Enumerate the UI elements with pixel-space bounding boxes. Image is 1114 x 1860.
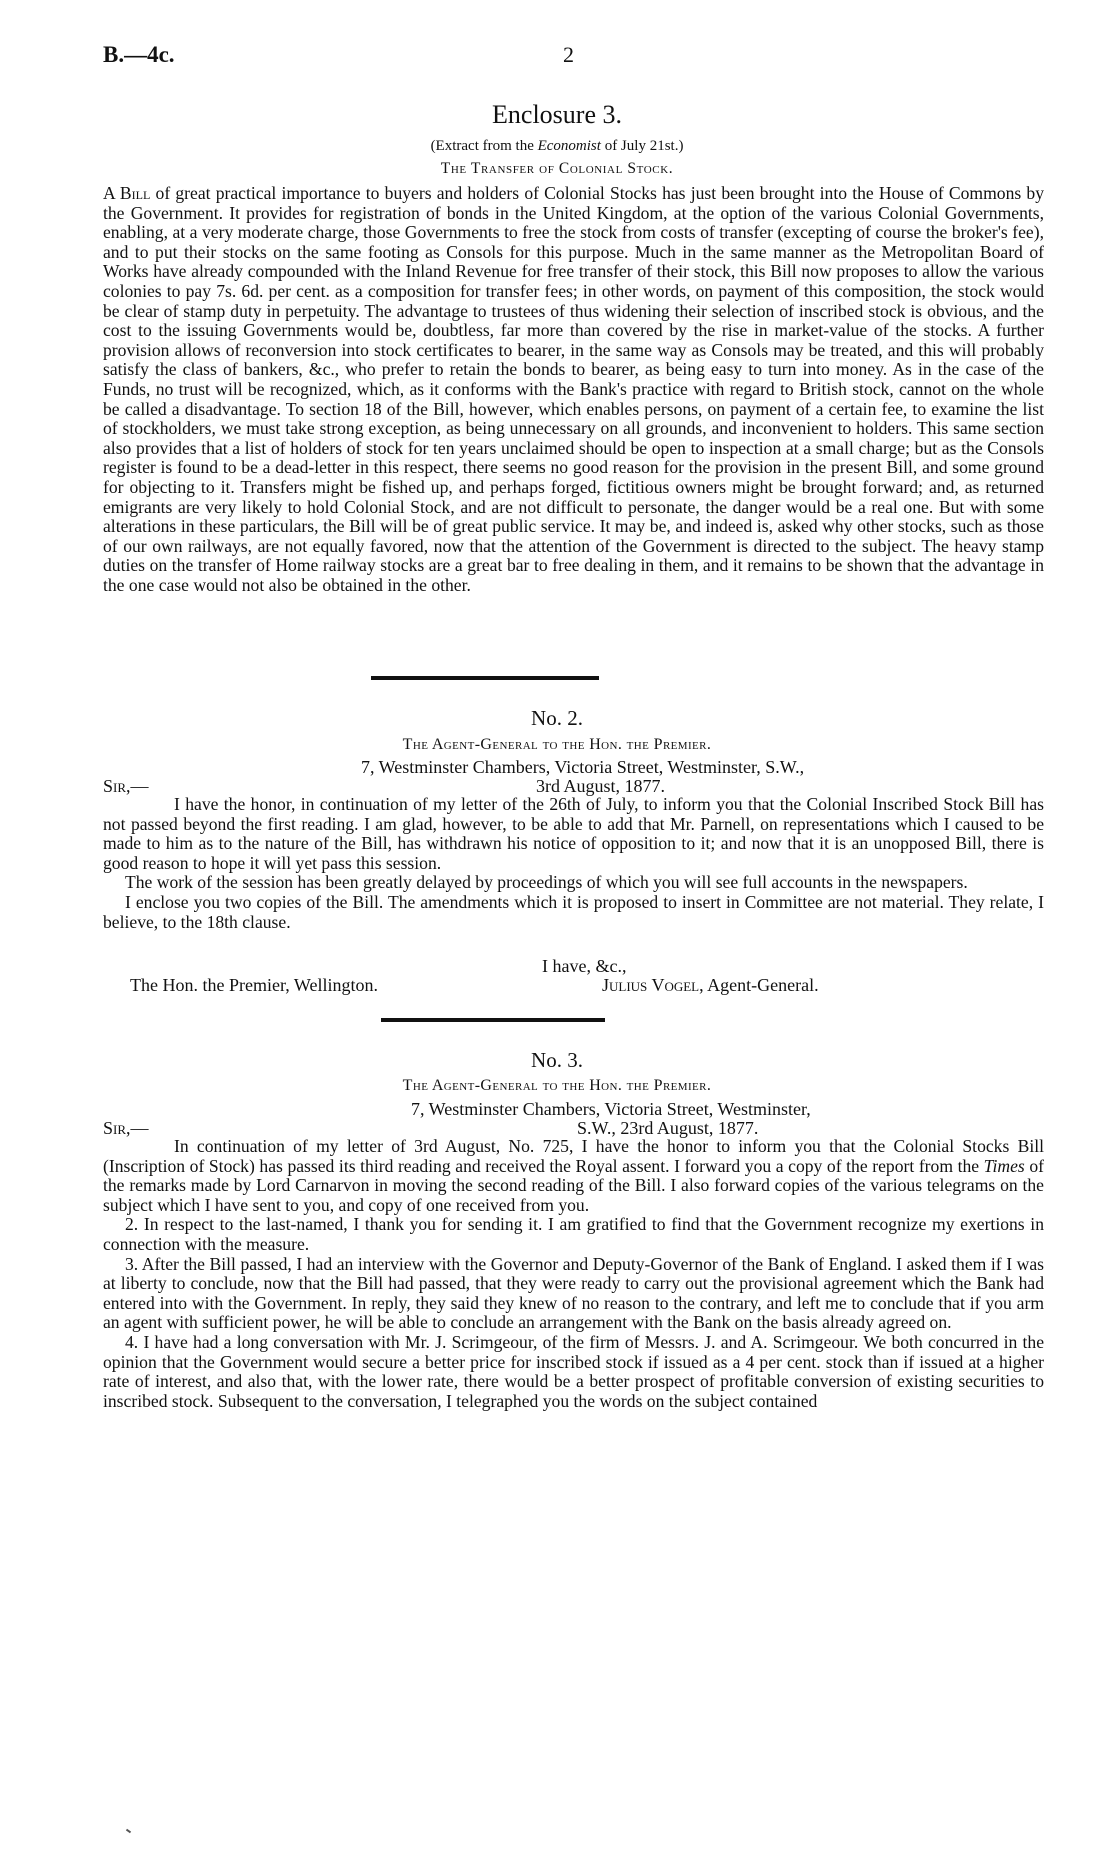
enclosure-paragraph [103, 184, 1044, 595]
letter2-salutation: Sir,— [103, 776, 149, 796]
letter2-signature [602, 975, 819, 996]
signature-name: Julius Vogel, [602, 975, 704, 995]
letter3-paragraph: 2. In respect to the last-named, I thank you for sending it. I am gratified to find that the Government recognize my exertions in connection with the measure. [103, 1214, 1044, 1254]
letter2-address: 7, Westminster Chambers, Victoria Street, Westminster, S.W., [361, 757, 805, 777]
letter2-heading: The Agent-General to the Hon. the Premier. [402, 736, 712, 753]
letter2-paragraph: I have the honor, in continuation of my letter of the 26th of July, to inform you that the Colonial Inscribed Stock Bill has not passed beyond the first reading. I am glad, however, to be able to add that Mr. Parnell, on representations which I caused to be made to him as to the nature of the Bill, has withdrawn his notice of opposition to it; and now that it is an unopposed Bill, there is good reason to hope it will yet pass this session. [103, 794, 1044, 873]
para1-pre: In continuation of my letter of 3rd August, No. 725, I have the honor to inform you that the Colonial Stocks Bill (Inscription of Stock) has passed its third reading and received the Royal assent. I forward you a copy of the report from the [103, 1136, 1044, 1176]
document-reference: B.—4c. [103, 42, 175, 67]
letter3-number: No. 3. [531, 1048, 583, 1072]
letter2-closing: I have, &c., [542, 956, 627, 976]
letter3-paragraph: 4. I have had a long conversation with Mr. J. Scrimgeour, of the firm of Messrs. J. and A. Scrimgeour. We both concurred in the opinion that the Government would secure a better price for inscribed stock if issued as a 4 per cent. stock than if issued at a higher rate of interest, and also that, with the lower rate, there would be a better prospect of profitable conversion of existing securities to inscribed stock. Subsequent to the conversation, I telegraphed you the words on the subject contained [103, 1331, 1044, 1411]
enclosure-source-note [0, 138, 1114, 155]
para1-post: of the remarks made by Lord Carnarvon in moving the second reading of the Bill. I also forward copies of the various telegrams on the subject which I have sent to you, and copy of one received from you. [103, 1155, 1044, 1215]
letter3-address: 7, Westminster Chambers, Victoria Street, Westminster, [411, 1099, 811, 1119]
section-divider [371, 676, 599, 680]
section-divider [381, 1018, 605, 1022]
letter3-date: S.W., 23rd August, 1877. [577, 1118, 759, 1138]
letter3-heading: The Agent-General to the Hon. the Premier. [402, 1077, 712, 1094]
enclosure-body: of great practical importance to buyers and holders of Colonial Stocks has just been brought into the House of Commons by the Government. It provides for registration of bonds in the United Kingdom, at the option of the various Colonial Governments, enabling, at a very moderate charge, those Governments to free the stock from costs of transfer (excepting of course the broker's fee), and to put their stocks on the same footing as Consols for this purpose. Much in the same manner as the Metropolitan Board of Works have already compounded with the Inland Revenue for free transfer of their stock, this Bill now proposes to allow the various colonies to pay 7s. 6d. per cent. as a composition for transfer fees; in other words, on payment of this composition, the stock would be clear of stamp duty in perpetuity. The advantage to trustees of thus widening their selection of inscribed stock is obvious, and the cost to the issuing Governments would be, doubtless, far more than covered by the rise in market-value of the stocks. A further provision allows of reconversion into stock certificates to bearer, in the same way as Consols may be treated, and this will probably satisfy the class of bankers, &c., who prefer to retain the bonds to bearer, as being easy to turn into money. As in the case of the Funds, no trust will be recognized, which, as it conforms with the Bank's practice with regard to British stock, cannot on the whole be called a disadvantage. To section 18 of the Bill, however, which enables persons, on payment of a certain fee, to examine the list of stockholders, we must take strong exception, as being unnecessary on all grounds, and inconvenient to holders. This same section also provides that a list of holders of stock for ten years unclaimed should be open to inspection at a small charge; but as the Consols register is found to be a dead-letter in this respect, there seems no good reason for the provision in the present Bill, and some ground for objecting to it. Transfers might be fished up, and perhaps forged, fictitious owners might be brought forward; and, as returned emigrants are very likely to hold Colonial Stock, and are not difficult to personate, the danger would be a real one. But with some alterations in these particulars, the Bill will be of great public service. It may be, and indeed is, asked why other stocks, such as those of our own railways, are not equally favored, now that the attention of the Government is directed to the subject. The heavy stamp duties on the transfer of Home railway stocks are a great bar to free dealing in them, and it remains to be shown that the advantage in the one case would not also be obtained in the other. [103, 183, 1044, 595]
letter3-paragraph: 3. After the Bill passed, I had an interview with the Governor and Deputy-Governor of the Bank of England. I asked them if I was at liberty to conclude, now that the Bill had passed, that they were ready to carry out the provisional agreement which the Bank had entered into with the Government. In reply, they said they knew of no reason to the contrary, and left me to conclude that if you arm an agent with sufficient power, he will be able to conclude an arrangement with the Bank on the basis already agreed on. [103, 1253, 1044, 1333]
letter2-paragraph: I enclose you two copies of the Bill. The amendments which it is proposed to insert in Committee are not material. They relate, I believe, to the 18th clause. [103, 891, 1044, 932]
extract-pre: (Extract from the [430, 138, 538, 154]
letter2-paragraph: The work of the session has been greatly delayed by proceedings of which you will see full accounts in the newspapers. [125, 872, 968, 893]
page-number: 2 [563, 42, 574, 67]
extract-publication: Economist [537, 138, 601, 154]
letter3-body [103, 1137, 1044, 1411]
enclosure-subtitle: The Transfer of Colonial Stock. [440, 160, 674, 177]
enclosure-title: Enclosure 3. [492, 100, 622, 129]
letter2-body [103, 795, 1044, 932]
enclosure-first-word: A Bill [103, 183, 151, 203]
enclosure-article [103, 184, 1044, 595]
letter2-date: 3rd August, 1877. [536, 776, 666, 796]
para1-publication: Times [983, 1155, 1025, 1176]
letter3-salutation: Sir,— [103, 1118, 149, 1138]
stray-mark [126, 1829, 131, 1834]
letter3-paragraph [103, 1137, 1044, 1215]
letter2-addressee: The Hon. the Premier, Wellington. [130, 975, 378, 995]
letter2-number: No. 2. [531, 706, 583, 730]
extract-post: of July 21st.) [600, 138, 684, 154]
signature-title: Agent-General. [703, 975, 819, 995]
